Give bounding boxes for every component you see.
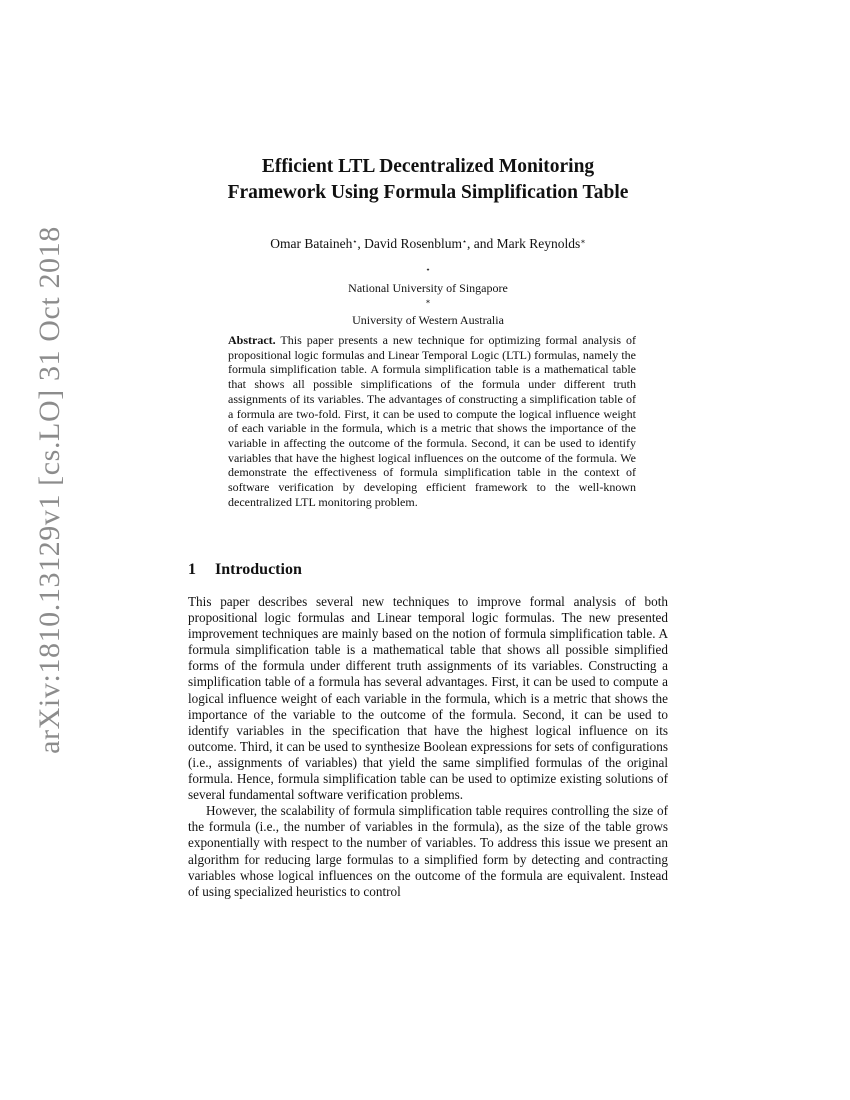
affiliation-name: University of Western Australia xyxy=(352,313,504,327)
affiliation-mark: ⋆ xyxy=(352,237,358,246)
author-separator: , and xyxy=(467,236,497,251)
affiliation-mark: ∗ xyxy=(425,297,431,306)
section-title: Introduction xyxy=(215,561,302,578)
section-body xyxy=(188,594,668,900)
paper-title xyxy=(150,154,706,206)
paragraph: This paper describes several new techniques to improve formal analysis of both propositional logic formulas and Linear temporal logic formulas. The new presented improvement techniques are mainly based on the notion of formula simplification table. A formula simplification table is a mathematical table that shows all possible simplified forms of the formula under different truth assignments of its variables. Constructing a simplification table of a formula has several advantages. First, it can be used to compute a logical influence weight of each variable in the formula, which is a metric that shows the importance of the variable to the outcome of the formula. Second, it can be used to identify variables in the specification that have the highest logical influence on its outcome. Third, it can be used to synthesize Boolean expressions for sets of configurations (i.e., assignments of variables) that yield the same simplified formulas of the original formula. Hence, formula simplification table can be used to optimize existing solutions of several fundamental software verification problems. xyxy=(188,594,668,803)
affiliation xyxy=(150,296,706,328)
affiliation-list xyxy=(150,264,706,328)
affiliation-mark: ⋆ xyxy=(425,265,431,274)
abstract xyxy=(228,333,636,509)
abstract-text: This paper presents a new technique for optimizing formal analysis of propositional logic formulas and Linear Temporal Logic (LTL) formulas, namely the formula simplification table. A formula simplification table is a mathematical table that shows all possible simplifications of the formula under different truth assignments of its variables. The advantages of constructing a simplification table of a formula are two-fold. First, it can be used to compute the logical influence weight of each variable in the formula, which is a metric that shows the importance of the variable in affecting the outcome of the formula. Second, it can be used to identify variables that have the highest logical influences on the outcome of the formula. We demonstrate the effectiveness of formula simplification table in the context of software verification by developing efficient framework to the well-known decentralized LTL monitoring problem. xyxy=(228,333,636,509)
affiliation-name: National University of Singapore xyxy=(348,281,508,295)
author-name: Mark Reynolds xyxy=(496,236,581,251)
affiliation-mark: ⋆ xyxy=(462,237,468,246)
section-heading xyxy=(188,560,668,580)
paper-title-line-1: Efficient LTL Decentralized Monitoring xyxy=(261,156,595,177)
affiliation-mark: ∗ xyxy=(580,237,586,246)
section-number: 1 xyxy=(188,561,196,578)
paper-title-line-2: Framework Using Formula Simplification Table xyxy=(227,182,629,203)
affiliation xyxy=(150,264,706,296)
author-name: Omar Bataineh xyxy=(270,236,353,251)
author-list xyxy=(150,236,706,252)
arxiv-identifier-stamp: arXiv:1810.13129v1 [cs.LO] 31 Oct 2018 xyxy=(33,226,66,754)
author-name: David Rosenblum xyxy=(364,236,463,251)
abstract-label: Abstract. xyxy=(228,333,276,347)
author-separator: , xyxy=(357,236,365,251)
paragraph: However, the scalability of formula simplification table requires controlling the size of the formula (i.e., the number of variables in the formula), as the size of the table grows exponentially with respect to the number of variables. To address this issue we present an algorithm for reducing large formulas to a simplified form by detecting and contracting variables whose logical influences on the outcome of the formula are equivalent. Instead of using specialized heuristics to control xyxy=(188,803,668,899)
